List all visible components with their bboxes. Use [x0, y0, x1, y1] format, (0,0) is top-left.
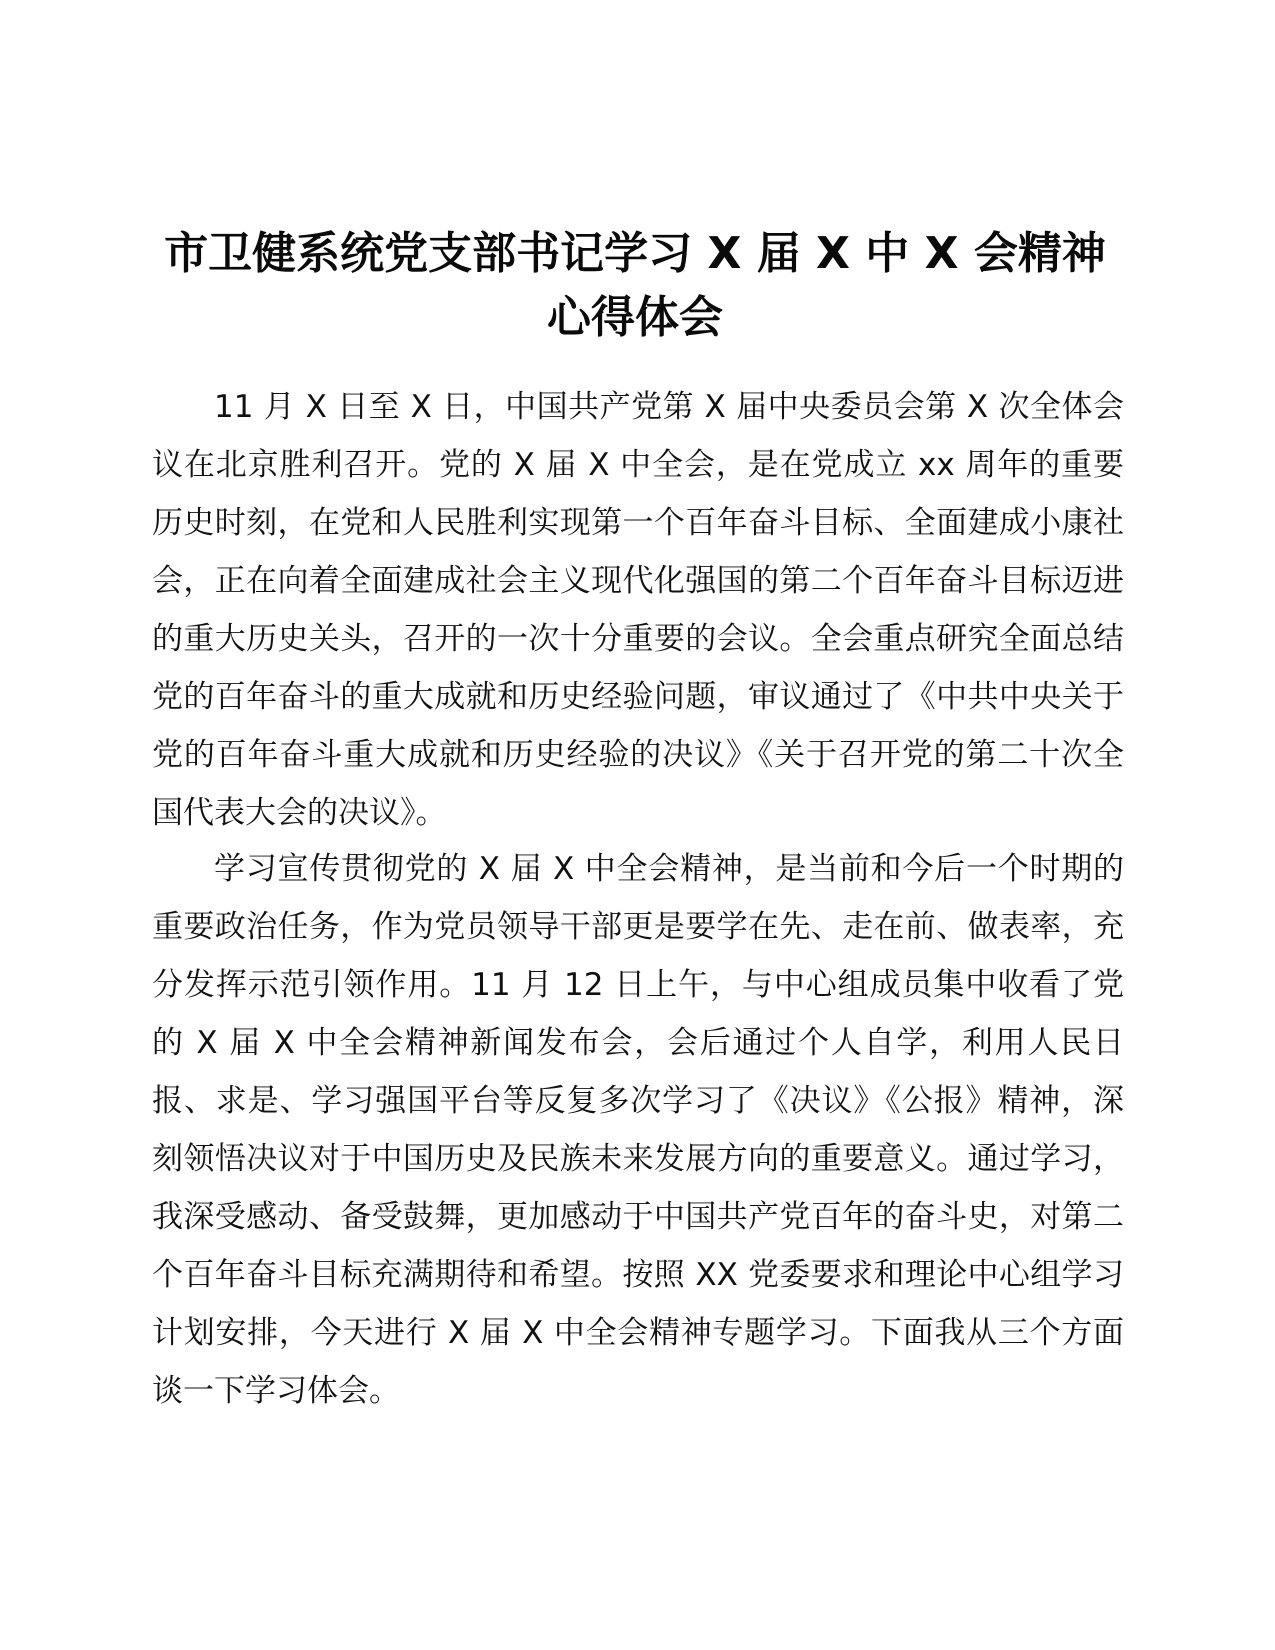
document-title [140, 222, 1130, 350]
body-paragraph-1: 11 月 X 日至 X 日，中国共产党第 X 届中央委员会第 X 次全体会议在北京胜利召开。党的 X 届 X 中全会，是在党成立 xx 周年的重要历史时刻，在党和人民胜利实现第一个百年奋斗目标、全面建成小康社会，正在向着全面建成社会主义现代化强国的第二个百年奋斗目标迈进的重大历史关头，召开的一次十分重要的会议。全会重点研究全面总结党的百年奋斗的重大成就和历史经验问题，审议通过了《中共中央关于党的百年奋斗重大成就和历史经验的决议》《关于召开党的第二十次全国代表大会的决议》。 [152, 389, 1124, 831]
body-paragraph-2: 学习宣传贯彻党的 X 届 X 中全会精神，是当前和今后一个时期的重要政治任务，作为党员领导干部更是要学在先、走在前、做表率，充分发挥示范引领作用。11 月 12 日上午，与中心组成员集中收看了党的 X 届 X 中全会精神新闻发布会，会后通过个人自学，利用人民日报、求是、学习强国平台等反复多次学习了《决议》《公报》精神，深刻领悟决议对于中国历史及民族未来发展方向的重要意义。通过学习，我深受感动、备受鼓舞，更加感动于中国共产党百年的奋斗史，对第二个百年奋斗目标充满期待和希望。按照 XX 党委要求和理论中心组学习计划安排，今天进行 X 届 X 中全会精神专题学习。下面我从三个方面谈一下学习体会。 [152, 851, 1124, 1409]
document-title-line-1: 市卫健系统党支部书记学习 X 届 X 中 X 会精神 [164, 228, 1106, 279]
document-title-line-2: 心得体会 [547, 292, 723, 343]
